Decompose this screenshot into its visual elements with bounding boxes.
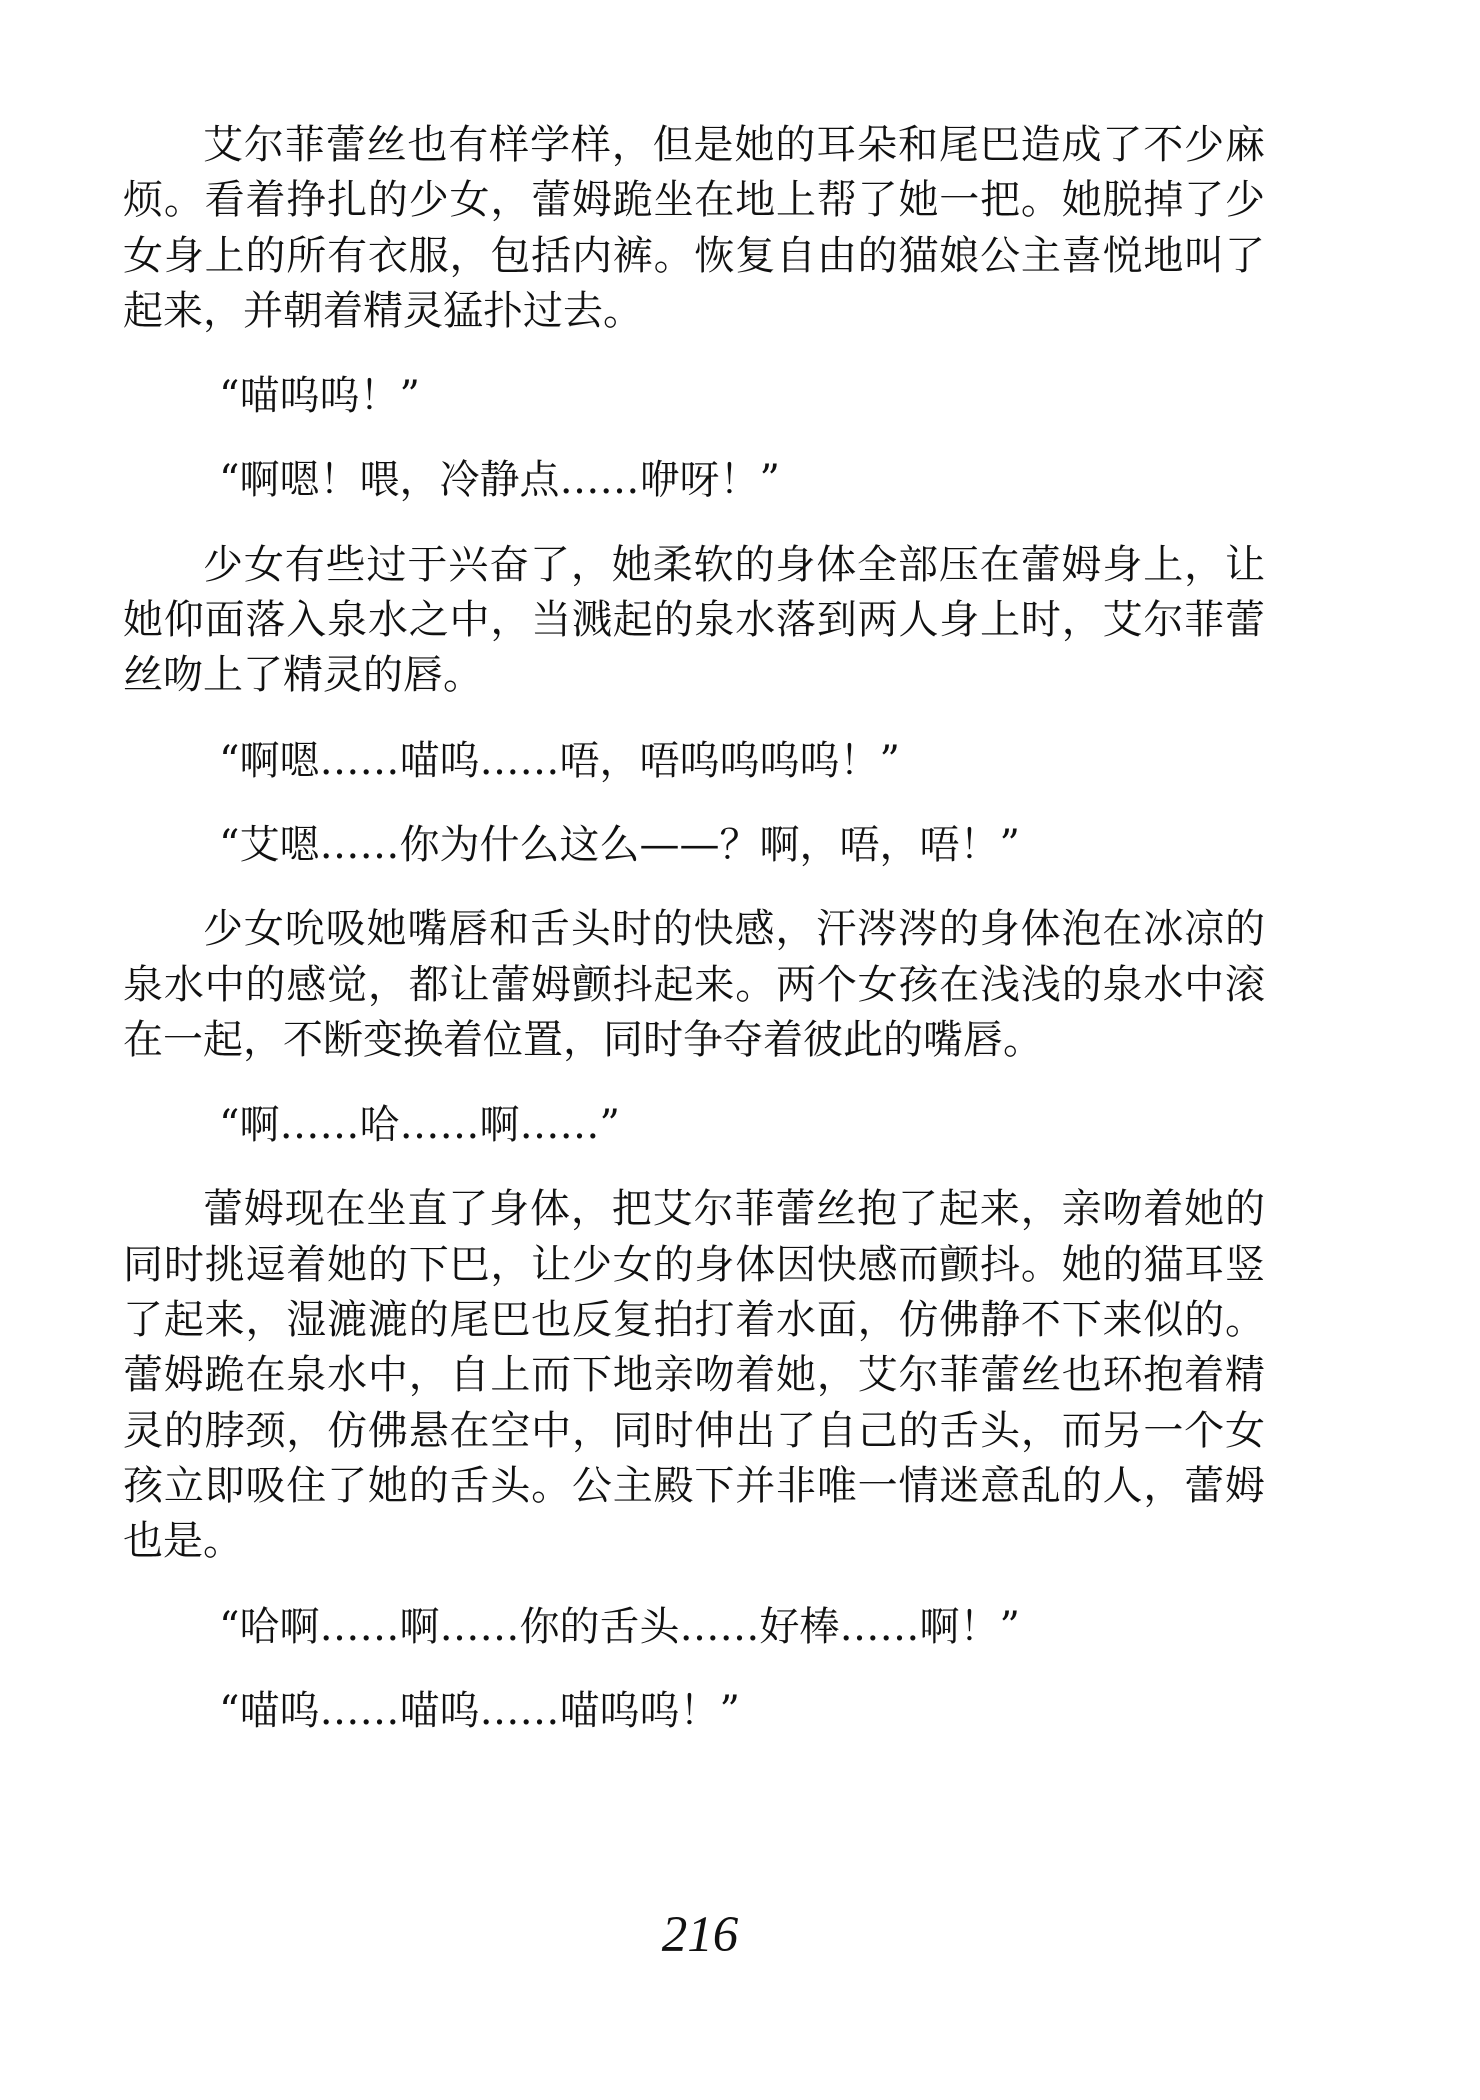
dialogue-line: “喵呜呜！” xyxy=(219,373,420,420)
dialogue-line: “喵呜……喵呜……喵呜呜！” xyxy=(219,1687,740,1734)
page-number: 216 xyxy=(661,1907,739,1963)
dialogue-line: “啊嗯……喵呜……唔，唔呜呜呜呜！” xyxy=(219,737,900,784)
dialogue-line: “啊嗯！喂，冷静点……咿呀！” xyxy=(219,457,780,504)
dialogue-line: “艾嗯……你为什么这么——？啊，唔，唔！” xyxy=(219,821,1020,868)
paragraph: 艾尔菲蕾丝也有样学样，但是她的耳朵和尾巴造成了不少麻烦。看着挣扎的少女，蕾姆跪坐在地上帮了她一把。她脱掉了少女身上的所有衣服，包括内裤。恢复自由的猫娘公主喜悦地叫了起来，并朝着精灵猛扑过去。 xyxy=(123,122,1265,334)
dialogue-line: “啊……哈……啊……” xyxy=(219,1102,620,1149)
body-text xyxy=(123,118,1265,1739)
paragraph: 蕾姆现在坐直了身体，把艾尔菲蕾丝抱了起来，亲吻着她的同时挑逗着她的下巴，让少女的身体因快感而颤抖。她的猫耳竖了起来，湿漉漉的尾巴也反复拍打着水面，仿佛静不下来似的。蕾姆跪在泉水中，自上而下地亲吻着她，艾尔菲蕾丝也环抱着精灵的脖颈，仿佛悬在空中，同时伸出了自己的舌头，而另一个女孩立即吸住了她的舌头。公主殿下并非唯一情迷意乱的人，蕾姆也是。 xyxy=(123,1186,1265,1565)
dialogue-line: “哈啊……啊……你的舌头……好棒……啊！” xyxy=(219,1603,1020,1650)
paragraph: 少女吮吸她嘴唇和舌头时的快感，汗涔涔的身体泡在冰凉的泉水中的感觉，都让蕾姆颤抖起来。两个女孩在浅浅的泉水中滚在一起，不断变换着位置，同时争夺着彼此的嘴唇。 xyxy=(123,906,1265,1063)
paragraph: 少女有些过于兴奋了，她柔软的身体全部压在蕾姆身上，让她仰面落入泉水之中，当溅起的泉水落到两人身上时，艾尔菲蕾丝吻上了精灵的唇。 xyxy=(123,541,1265,699)
